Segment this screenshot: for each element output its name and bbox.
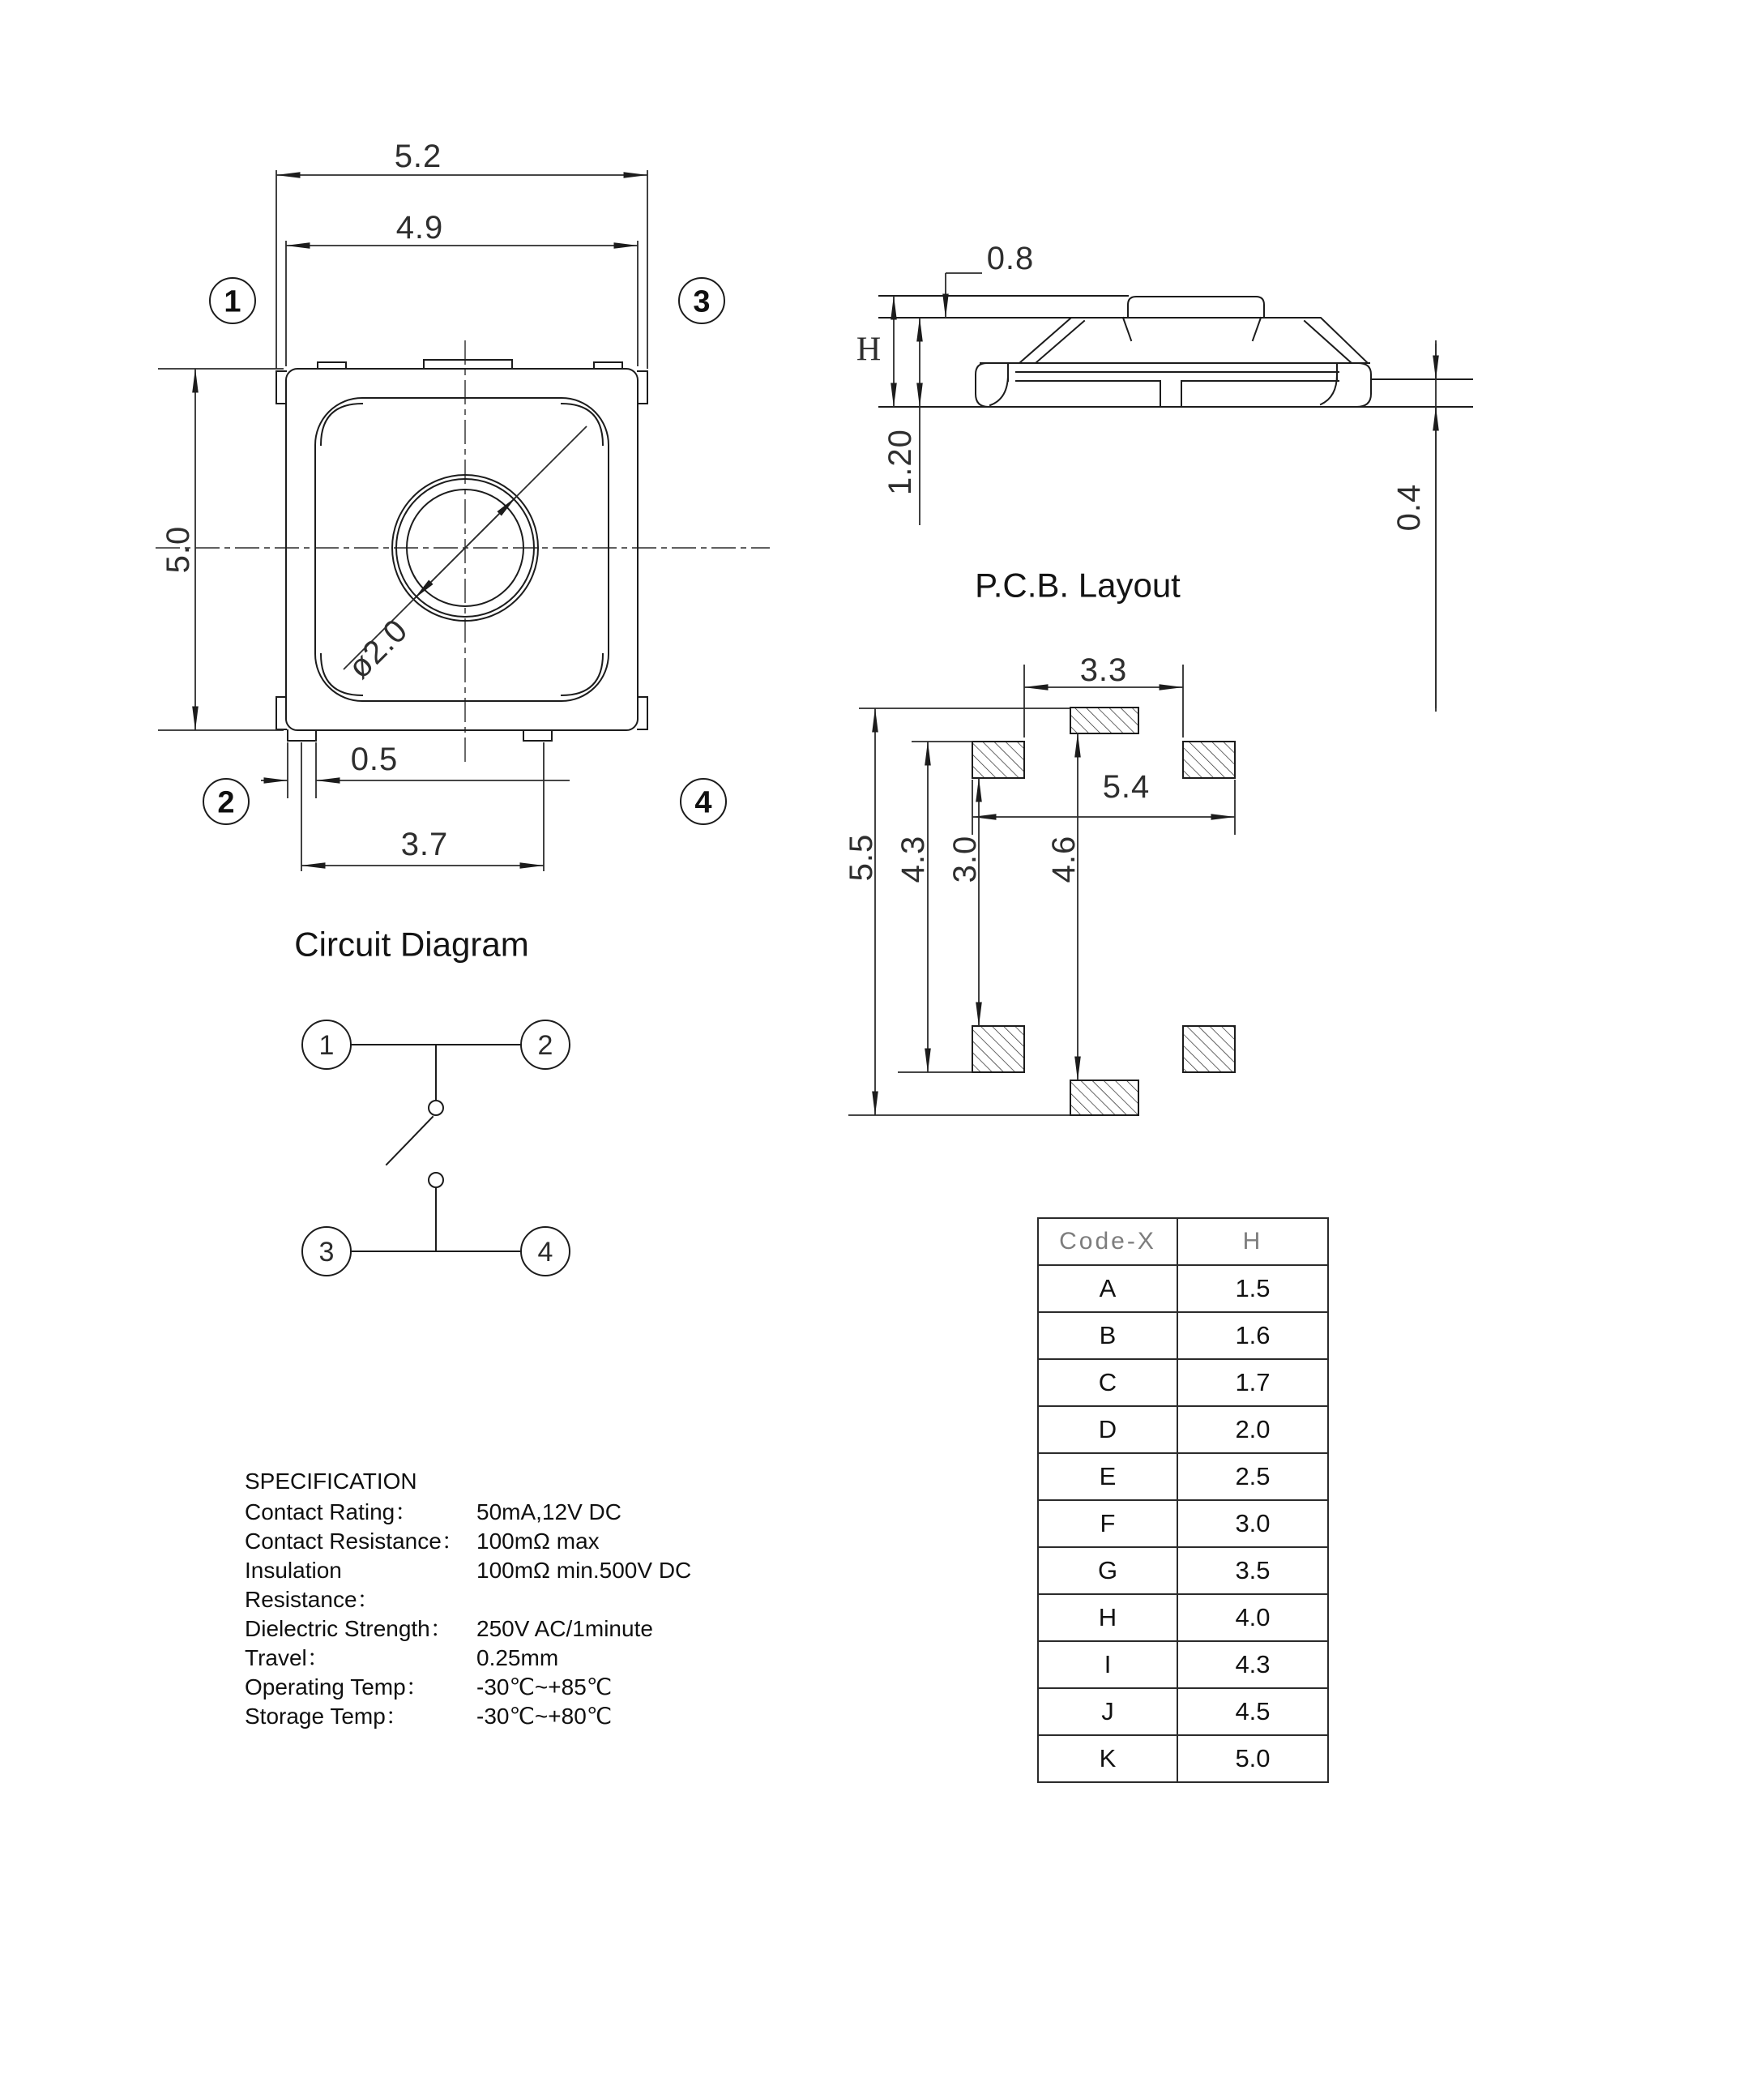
dim-label-body-height-side: 1.20 <box>882 429 918 495</box>
pcb-layout-title: P.C.B. Layout <box>975 566 1181 605</box>
table-row <box>1038 1453 1328 1500</box>
dim-label-body-width: 4.9 <box>395 210 444 246</box>
spec-row-travel <box>245 1644 747 1673</box>
dim-label-lead-span: 3.7 <box>400 827 449 862</box>
dim-label-button-diameter: ø2.0 <box>341 612 415 686</box>
pin-callout-3: 3 <box>693 284 711 319</box>
code-cell: D <box>1038 1406 1177 1453</box>
table-row <box>1038 1312 1328 1359</box>
code-cell: H <box>1038 1594 1177 1641</box>
dim-label-terminal-height: 0.4 <box>1391 483 1427 532</box>
pad-lower-left <box>972 1026 1024 1072</box>
height-cell: 5.0 <box>1177 1735 1328 1782</box>
spec-value: -30℃~+80℃ <box>476 1704 613 1729</box>
pcb-layout-drawing <box>844 567 1235 1115</box>
dim-label-corner-pad-span: 4.3 <box>895 835 931 883</box>
code-column-header: Code-X <box>1038 1218 1177 1265</box>
pad-top-center <box>1070 708 1138 733</box>
code-cell: E <box>1038 1453 1177 1500</box>
pad-lower-right <box>1183 1026 1235 1072</box>
specification-title: SPECIFICATION <box>245 1469 417 1494</box>
height-cell: 4.5 <box>1177 1688 1328 1735</box>
table-header-row <box>1038 1218 1328 1265</box>
code-cell: K <box>1038 1735 1177 1782</box>
spec-value: -30℃~+85℃ <box>476 1674 613 1700</box>
top-view-drawing <box>156 139 770 871</box>
code-cell: C <box>1038 1359 1177 1406</box>
spec-label: Contact Rating： <box>245 1499 418 1524</box>
spec-label: Insulation Resistance： <box>245 1558 380 1612</box>
spec-label: Storage Temp： <box>245 1704 408 1729</box>
table-row <box>1038 1641 1328 1688</box>
table-row <box>1038 1547 1328 1594</box>
dim-label-pad-inner-span: 3.3 <box>1079 652 1128 688</box>
spec-label: Contact Resistance： <box>245 1528 464 1554</box>
dim-label-button-height: 0.8 <box>986 241 1035 276</box>
dim-label-pad-outer-span: 5.4 <box>1102 769 1151 805</box>
height-cell: 3.0 <box>1177 1500 1328 1547</box>
table-row <box>1038 1406 1328 1453</box>
spec-value: 100mΩ max <box>476 1528 600 1554</box>
spec-row-insulation-resistance <box>245 1556 747 1614</box>
spec-value: 250V AC/1minute <box>476 1616 653 1641</box>
pin-callout-2: 2 <box>217 785 235 820</box>
height-cell: 2.5 <box>1177 1453 1328 1500</box>
pad-upper-right <box>1183 742 1235 778</box>
spec-label: Dielectric Strength： <box>245 1616 453 1641</box>
code-cell: I <box>1038 1641 1177 1688</box>
spec-row-operating-temp <box>245 1673 747 1702</box>
spec-row-contact-rating <box>245 1498 747 1527</box>
table-row <box>1038 1594 1328 1641</box>
dim-label-overall-width: 5.2 <box>394 139 442 174</box>
spec-row-contact-resistance <box>245 1527 747 1556</box>
circuit-pin-1: 1 <box>318 1029 335 1061</box>
table-row <box>1038 1688 1328 1735</box>
code-cell: B <box>1038 1312 1177 1359</box>
spec-value: 50mA,12V DC <box>476 1499 621 1524</box>
height-cell: 1.7 <box>1177 1359 1328 1406</box>
height-code-table <box>1037 1217 1329 1783</box>
dim-label-body-height: 5.0 <box>160 525 196 574</box>
height-cell: 1.5 <box>1177 1265 1328 1312</box>
code-cell: G <box>1038 1547 1177 1594</box>
spec-value: 100mΩ min.500V DC <box>476 1558 692 1583</box>
spec-label: Operating Temp： <box>245 1674 429 1700</box>
height-cell: 2.0 <box>1177 1406 1328 1453</box>
spec-row-storage-temp <box>245 1702 747 1731</box>
dim-label-center-pad-span: 4.6 <box>1046 835 1082 883</box>
height-column-header: H <box>1177 1218 1328 1265</box>
table-row <box>1038 1265 1328 1312</box>
circuit-pin-3: 3 <box>318 1236 335 1268</box>
table-row <box>1038 1735 1328 1782</box>
dim-label-lead-width: 0.5 <box>350 742 399 777</box>
circuit-pin-4: 4 <box>537 1236 553 1268</box>
circuit-diagram-drawing <box>294 926 570 1276</box>
specification-block <box>245 1467 747 1731</box>
code-cell: J <box>1038 1688 1177 1735</box>
circuit-diagram-title: Circuit Diagram <box>294 925 529 964</box>
spec-label: Travel： <box>245 1645 330 1670</box>
dim-label-total-height: H <box>856 331 882 369</box>
pin-callout-4: 4 <box>694 785 712 820</box>
pin-callout-1: 1 <box>224 284 241 319</box>
dim-label-layout-height: 5.5 <box>844 833 879 882</box>
side-view-drawing <box>856 241 1472 712</box>
table-row <box>1038 1359 1328 1406</box>
circuit-pin-2: 2 <box>537 1029 553 1061</box>
height-cell: 1.6 <box>1177 1312 1328 1359</box>
height-cell: 4.3 <box>1177 1641 1328 1688</box>
code-cell: A <box>1038 1265 1177 1312</box>
pad-upper-left <box>972 742 1024 778</box>
height-cell: 3.5 <box>1177 1547 1328 1594</box>
spec-row-dielectric-strength <box>245 1614 747 1644</box>
height-cell: 4.0 <box>1177 1594 1328 1641</box>
code-cell: F <box>1038 1500 1177 1547</box>
table-row <box>1038 1500 1328 1547</box>
pad-bottom-center <box>1070 1080 1138 1115</box>
dim-label-pad-gap: 3.0 <box>947 835 983 883</box>
spec-value: 0.25mm <box>476 1645 559 1670</box>
